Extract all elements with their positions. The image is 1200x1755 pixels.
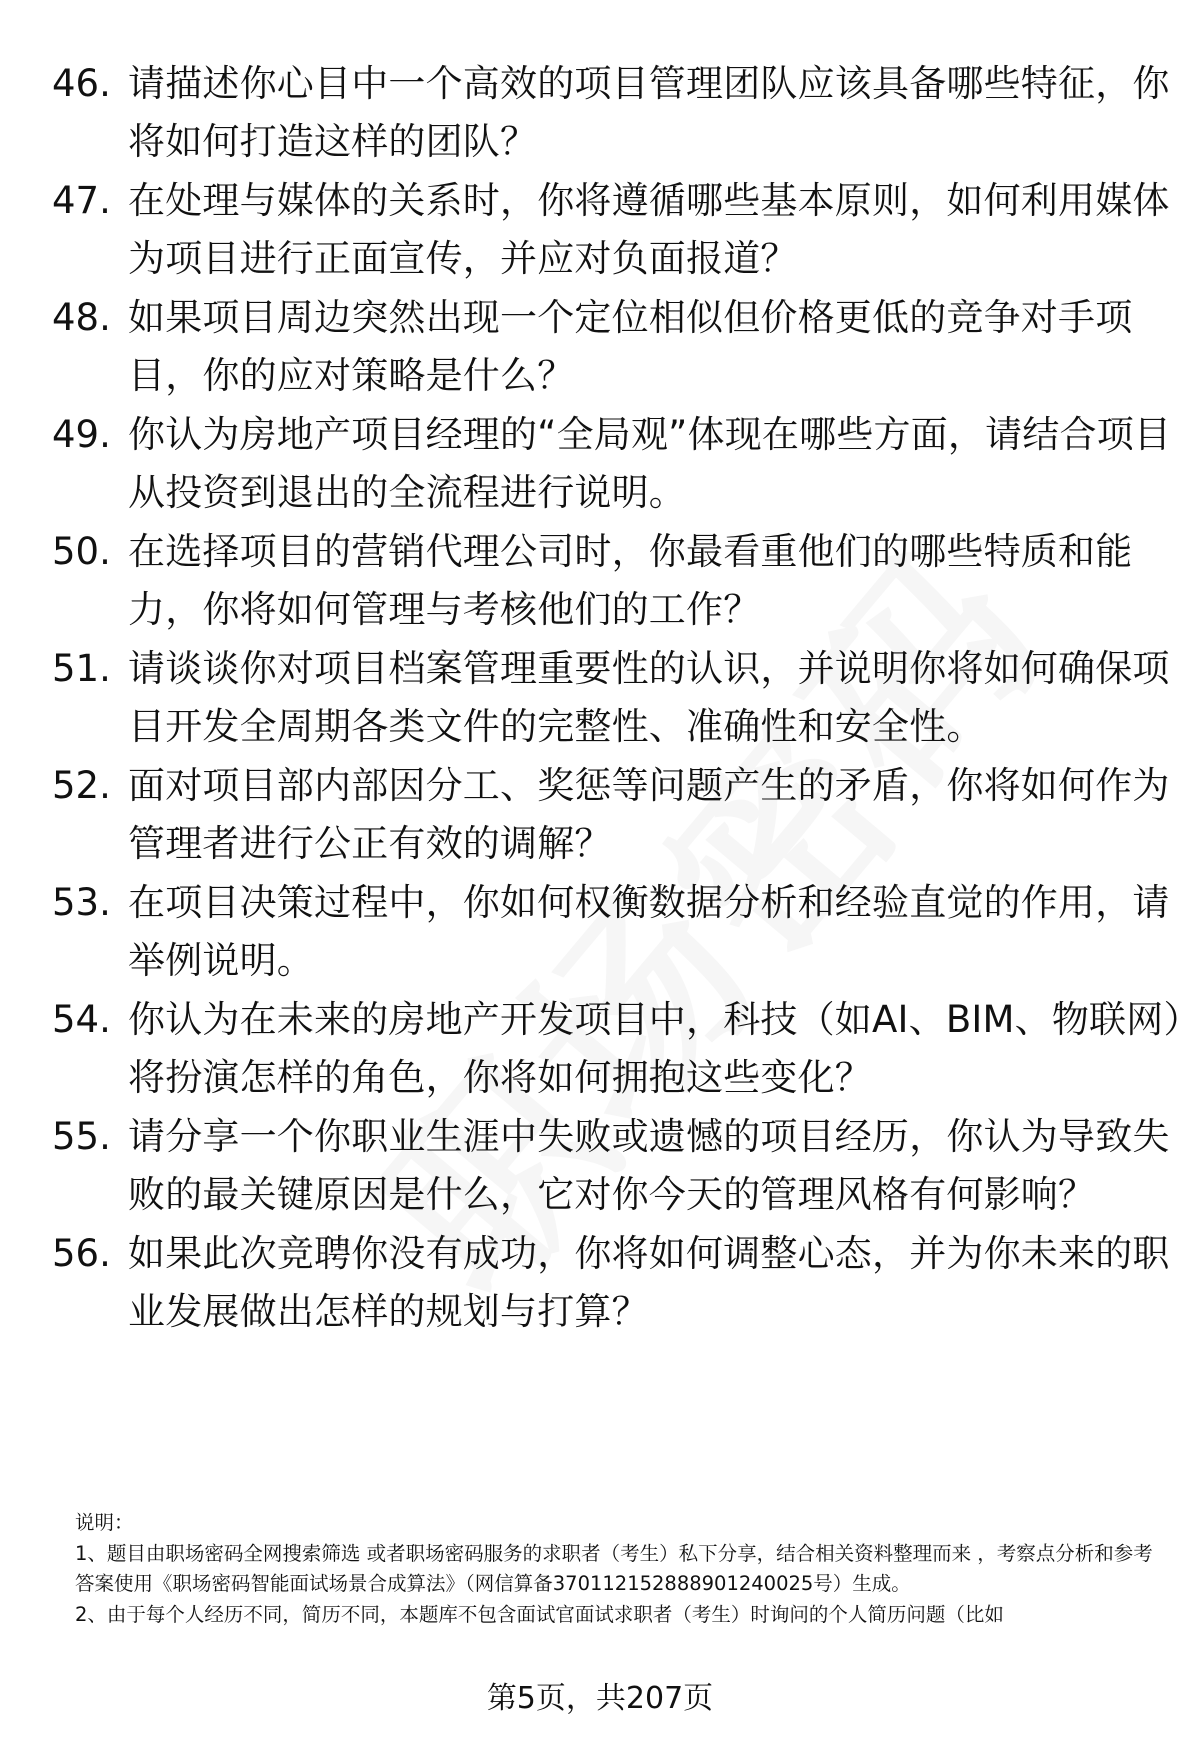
notes-section [75,1508,1155,1630]
question-text: 你认为房地产项目经理的“全局观”体现在哪些方面，请结合项目从投资到退出的全流程进行说明。 [128,413,1172,514]
notes-heading: 说明： [75,1511,134,1534]
question-text: 请分享一个你职业生涯中失败或遗憾的项目经历，你认为导致失败的最关键原因是什么，它对你今天的管理风格有何影响？ [128,1115,1170,1216]
question-number: 56. [52,1232,111,1275]
question-number: 48. [52,296,111,339]
question-number: 51. [52,647,111,690]
question-number: 55. [52,1115,111,1158]
question-number: 52. [52,764,111,807]
question-text: 如果此次竞聘你没有成功，你将如何调整心态，并为你未来的职业发展做出怎样的规划与打算？ [128,1232,1170,1333]
question-number: 49. [52,413,111,456]
question-text: 如果项目周边突然出现一个定位相似但价格更低的竞争对手项目，你的应对策略是什么？ [128,296,1133,397]
question-text: 你认为在未来的房地产开发项目中，科技（如AI、BIM、物联网）将扮演怎样的角色，你将如何拥抱这些变化？ [128,998,1183,1099]
question-number: 47. [52,179,111,222]
question-text: 请谈谈你对项目档案管理重要性的认识，并说明你将如何确保项目开发全周期各类文件的完整性、准确性和安全性。 [128,647,1170,748]
notes-item: 2、由于每个人经历不同，简历不同，本题库不包含面试官面试求职者（考生）时询问的个人简历问题（比如 [75,1602,1004,1626]
question-text: 面对项目部内部因分工、奖惩等问题产生的矛盾，你将如何作为管理者进行公正有效的调解？ [128,764,1170,865]
notes-item: 1、题目由职场密码全网搜索筛选 或者职场密码服务的求职者（考生）私下分享，结合相关资料整理而来 ，考察点分析和参考答案使用《职场密码智能面试场景合成算法》（网信算备370112152888901240025号）生成。 [75,1541,1153,1595]
question-text: 请描述你心目中一个高效的项目管理团队应该具备哪些特征，你将如何打造这样的团队？ [128,62,1170,163]
question-number: 46. [52,62,111,105]
question-text: 在项目决策过程中，你如何权衡数据分析和经验直觉的作用，请举例说明。 [128,881,1170,982]
question-text: 在处理与媒体的关系时，你将遵循哪些基本原则，如何利用媒体为项目进行正面宣传，并应对负面报道？ [128,179,1170,280]
question-text: 在选择项目的营销代理公司时，你最看重他们的哪些特质和能力，你将如何管理与考核他们的工作？ [128,530,1133,631]
page-number: 第5页，共207页 [486,1681,714,1716]
question-number: 53. [52,881,111,924]
question-number: 50. [52,530,111,573]
question-number: 54. [52,998,111,1041]
